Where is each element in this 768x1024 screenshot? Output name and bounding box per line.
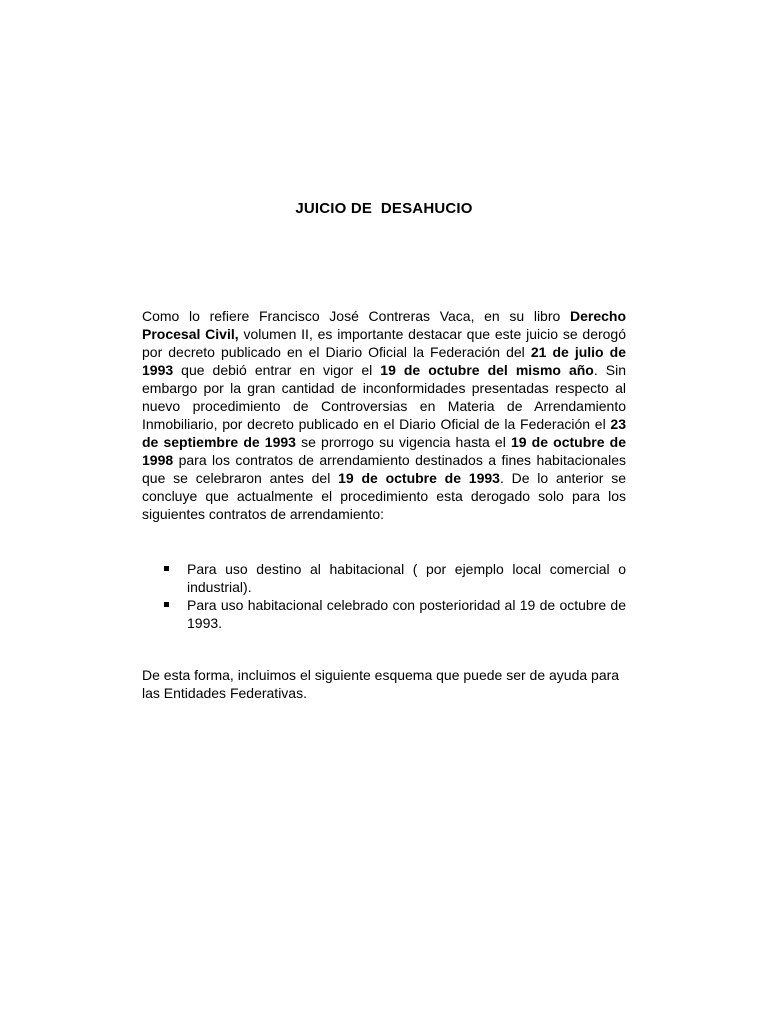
text-run: se prorrogo su vigencia hasta el <box>295 434 511 450</box>
bold-run: Derecho Procesal Civil, <box>142 308 626 342</box>
text-run: que debió entrar en vigor el <box>173 362 381 378</box>
body-paragraph <box>142 307 626 523</box>
square-bullet-icon <box>164 602 169 607</box>
bold-run: 23 de septiembre de 1993 <box>142 416 626 450</box>
bullet-list <box>160 560 626 632</box>
text-run: . Sin embargo por la gran cantidad de inconformidades presentadas respecto al nuevo procedimiento de Controversias en Materia de Arrendamiento Inmobiliario, por decreto publicado en el Diario Oficial de la Federación el <box>142 362 627 432</box>
text-run: Como lo refiere Francisco José Contreras Vaca, en su libro <box>142 308 570 324</box>
text-run: . De lo anterior se concluye que actualmente el procedimiento esta derogado solo para los siguientes contratos de arrendamiento: <box>142 470 626 522</box>
bold-run: 19 de octubre de 1993 <box>338 470 500 486</box>
square-bullet-icon <box>164 566 169 571</box>
bold-run: 21 de julio de 1993 <box>142 344 626 378</box>
bold-run: 19 de octubre del mismo año <box>380 362 594 378</box>
list-item <box>160 560 626 596</box>
text-run: volumen II, es importante destacar que este juicio se derogó por decreto publicado en el Diario Oficial la Federación del <box>142 326 627 360</box>
list-item-text: Para uso habitacional celebrado con posterioridad al 19 de octubre de 1993. <box>187 597 626 631</box>
text-run: para los contratos de arrendamiento destinados a fines habitacionales que se celebraron antes del <box>142 452 626 486</box>
document-title: JUICIO DE DESAHUCIO <box>295 200 473 217</box>
list-item <box>160 596 626 632</box>
list-item-text: Para uso destino al habitacional ( por ejemplo local comercial o industrial). <box>187 561 626 595</box>
closing-paragraph: De esta forma, incluimos el siguiente esquema que puede ser de ayuda para las Entidades Federativas. <box>142 667 620 701</box>
bold-run: 19 de octubre de 1998 <box>142 434 626 468</box>
